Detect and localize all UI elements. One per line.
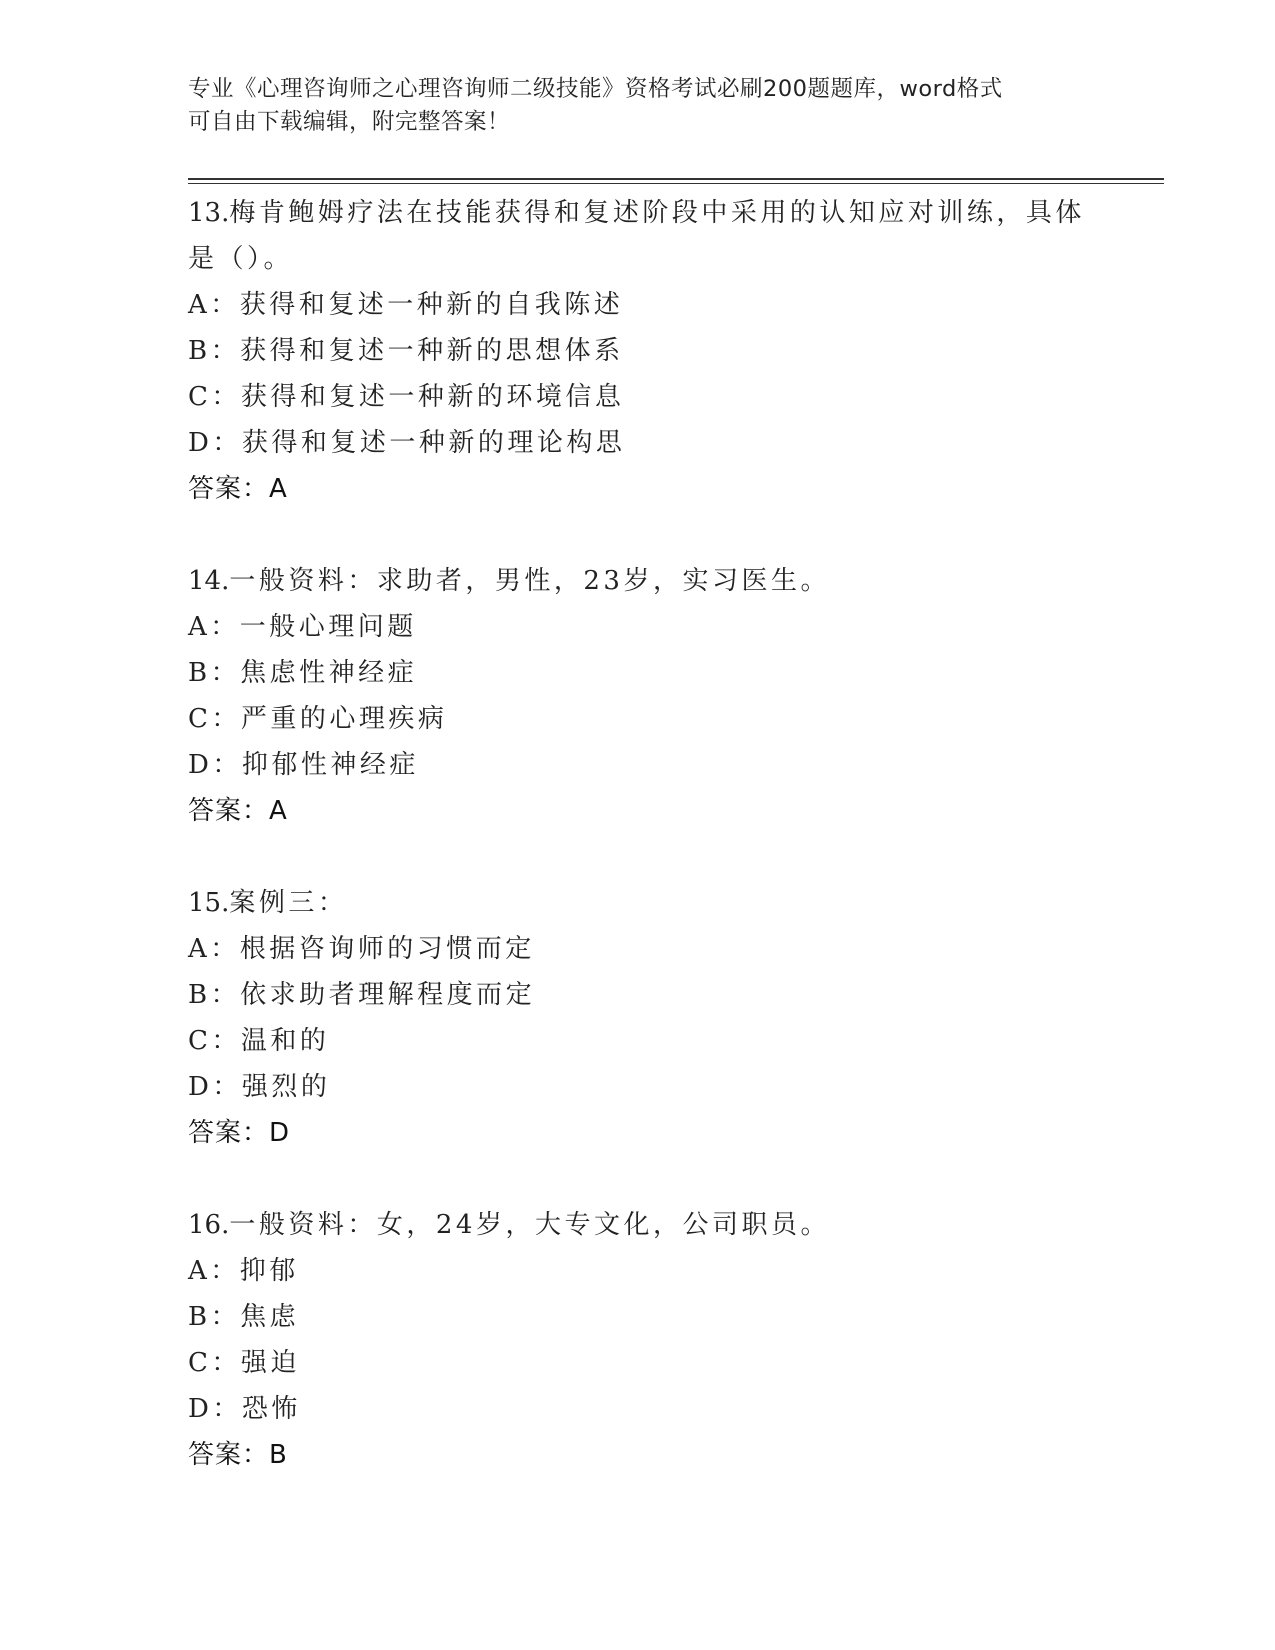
option-b: B：焦虑 [188,1302,300,1332]
option-c: C：温和的 [188,1026,330,1056]
option-b: B：获得和复述一种新的思想体系 [188,336,624,366]
question-stem [188,558,1088,604]
option-d: D：获得和复述一种新的理论构思 [188,428,626,458]
question-stem [188,880,1088,926]
header-divider-thin [188,183,1164,184]
question-stem-continued: 是（）。 [188,244,294,274]
option-d: D：强烈的 [188,1072,331,1102]
header-divider-thick [188,178,1164,180]
question-stem-text: 案例三： [229,888,348,918]
question-stem-text: 一般资料：求助者，男性，23岁，实习医生。 [229,566,830,596]
question-stem [188,1202,1088,1248]
option-a: A：获得和复述一种新的自我陈述 [188,290,624,320]
option-c: C：严重的心理疾病 [188,704,448,734]
question-list [188,190,1088,1524]
option-d: D：恐怖 [188,1394,301,1424]
option-a: A：一般心理问题 [188,612,417,642]
question-number: 13. [188,198,230,228]
option-a: A：抑郁 [188,1256,299,1286]
header-line-1: 专业《心理咨询师之心理咨询师二级技能》资格考试必刷200题题库，word格式 [188,76,1003,102]
question-stem [188,190,1088,236]
option-b: B：焦虑性神经症 [188,658,418,688]
document-header [188,73,1068,139]
option-d: D：抑郁性神经症 [188,750,419,780]
question-number: 14. [188,566,230,596]
question-number: 16. [188,1210,230,1240]
answer-label: 答案：A [188,796,288,826]
option-c: C：获得和复述一种新的环境信息 [188,382,625,412]
option-c: C：强迫 [188,1348,300,1378]
answer-label: 答案：D [188,1118,291,1148]
option-b: B：依求助者理解程度而定 [188,980,536,1010]
option-a: A：根据咨询师的习惯而定 [188,934,535,964]
question-15 [188,880,1088,1156]
answer-label: 答案：A [188,474,288,504]
question-number: 15. [188,888,230,918]
answer-label: 答案：B [188,1440,288,1470]
question-16 [188,1202,1088,1478]
header-line-2: 可自由下载编辑，附完整答案！ [188,109,511,135]
question-stem-text: 梅肯鲍姆疗法在技能获得和复述阶段中采用的认知应对训练，具体 [229,198,1085,228]
question-stem-text: 一般资料：女，24岁，大专文化，公司职员。 [229,1210,830,1240]
question-14 [188,558,1088,834]
question-13 [188,190,1088,512]
